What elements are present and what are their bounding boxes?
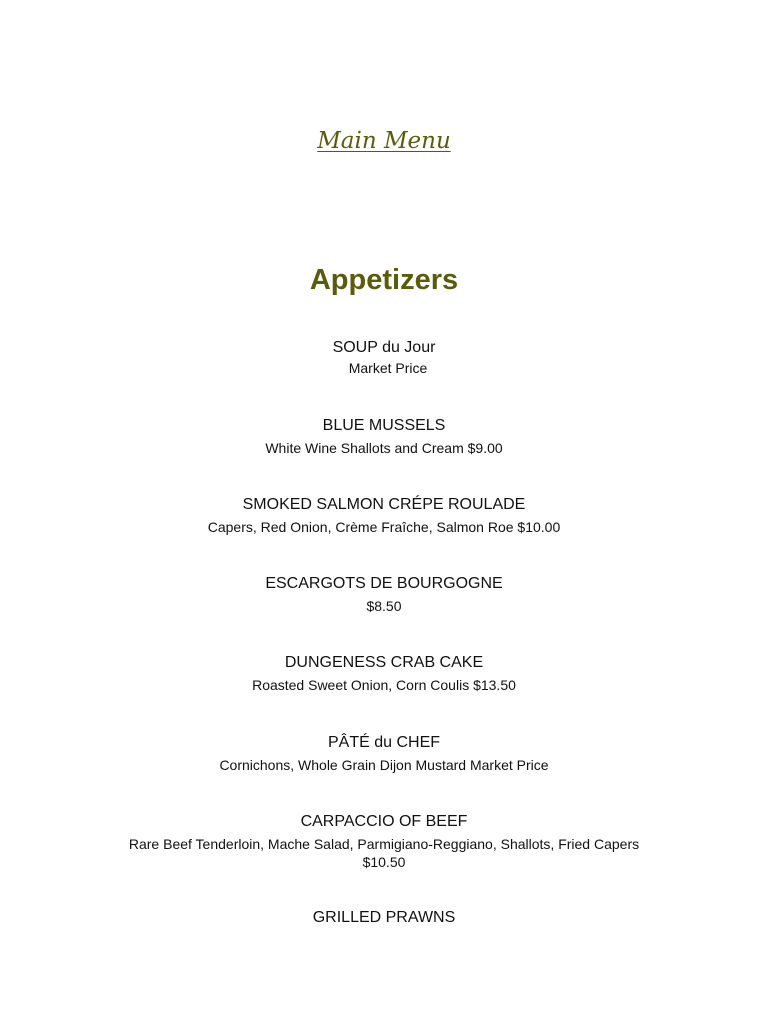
item-name: SOUP du Jour: [332, 339, 436, 356]
menu-item-pate: [100, 733, 668, 774]
menu-item-smoked-salmon: [100, 495, 668, 536]
item-name: BLUE MUSSELS: [322, 417, 446, 434]
item-description: White Wine Shallots and Cream $9.00: [265, 440, 503, 456]
item-name: CARPACCIO OF BEEF: [300, 813, 468, 830]
item-name: ESCARGOTS DE BOURGOGNE: [265, 575, 503, 592]
menu-item-soup: [100, 338, 668, 377]
item-description: Roasted Sweet Onion, Corn Coulis $13.50: [252, 677, 516, 693]
item-name: DUNGENESS CRAB CAKE: [284, 654, 484, 671]
item-name: PÂTÉ du CHEF: [327, 734, 441, 751]
menu-item-crab-cake: [100, 653, 668, 694]
item-description: Cornichons, Whole Grain Dijon Mustard Market Price: [219, 757, 549, 773]
item-description: $8.50: [366, 598, 402, 614]
item-description: Market Price: [348, 360, 428, 376]
item-description: Rare Beef Tenderloin, Mache Salad, Parmigiano-Reggiano, Shallots, Fried Capers $10.50: [128, 836, 640, 870]
menu-item-blue-mussels: [100, 416, 668, 457]
section-heading-appetizers: Appetizers: [309, 264, 459, 296]
menu-title: Main Menu: [317, 128, 451, 154]
menu-item-carpaccio: [128, 812, 640, 871]
item-description: Capers, Red Onion, Crème Fraîche, Salmon Roe $10.00: [207, 519, 561, 535]
item-name: GRILLED PRAWNS: [312, 909, 456, 926]
menu-item-escargots: [100, 574, 668, 615]
menu-item-grilled-prawns: [100, 908, 668, 931]
item-name: SMOKED SALMON CRÉPE ROULADE: [242, 496, 526, 513]
